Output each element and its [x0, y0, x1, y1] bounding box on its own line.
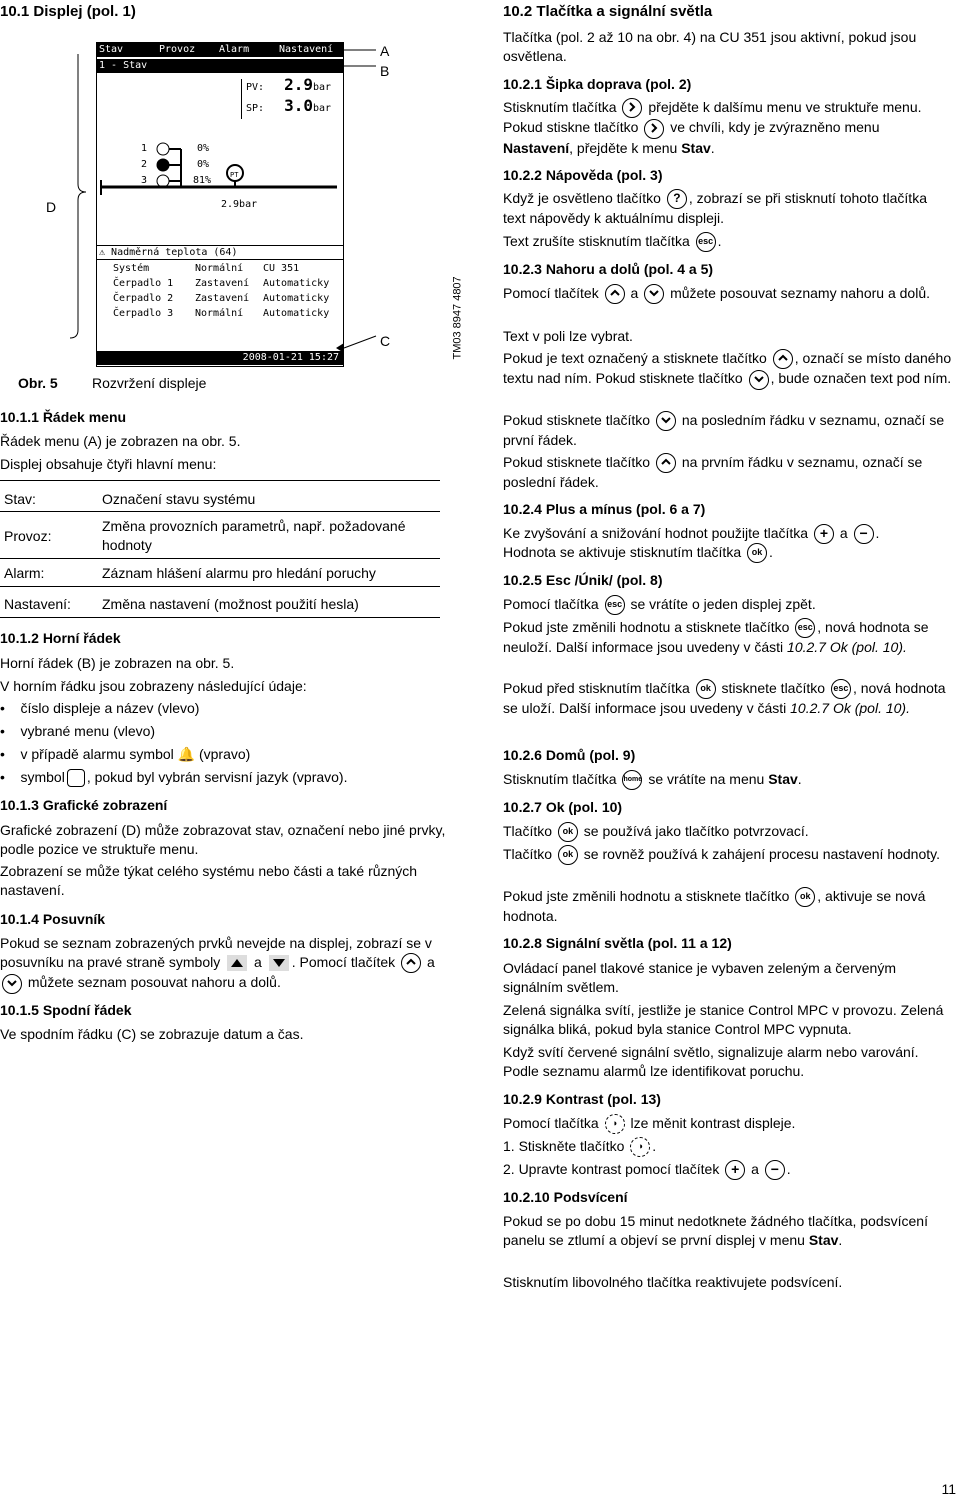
sp-value: 3.0	[284, 96, 313, 115]
ok-button-icon: ok	[747, 543, 767, 563]
table-desc: Změna provozních parametrů, např. požadované hodnoty	[102, 518, 406, 553]
text: a	[630, 285, 639, 301]
text-bold: Nastavení	[503, 139, 570, 156]
minus-button-icon: −	[765, 1160, 785, 1180]
paragraph	[503, 189, 953, 228]
text: se rovněž používá k zahájení procesu nastavení hodnoty.	[583, 846, 940, 862]
help-button-icon: ?	[667, 189, 687, 209]
heading-contrast: 10.2.9 Kontrast (pol. 13)	[503, 1091, 661, 1107]
heading-plus-minus: 10.2.4 Plus a mínus (pol. 6 a 7)	[503, 501, 706, 517]
text: Pokud se po dobu 15 minut nedotknete žádného tlačítka, podsvícení panelu se ztlumí a objeví se první displej v menu	[503, 1213, 928, 1248]
text: ve chvíli, kdy je zvýrazněno menu	[670, 119, 880, 136]
right-arrow-button-icon	[622, 98, 642, 118]
up-button-icon	[605, 284, 625, 304]
text: Pomocí tlačítka	[503, 596, 599, 612]
text: , aktivuje se nová hodnota.	[503, 888, 926, 925]
scrollbar-paragraph	[0, 934, 460, 994]
paragraph: Ke zvyšování a snižování hodnot použijte tlačítka + a − .	[503, 524, 953, 544]
sp-unit: bar	[313, 103, 332, 114]
label-a: A	[380, 43, 390, 59]
down-button-icon	[749, 370, 769, 390]
section-title: 10.1 Displej (pol. 1)	[0, 3, 136, 20]
text: Pokud stisknete tlačítko	[503, 412, 651, 428]
heading-esc: 10.2.5 Esc /Únik/ (pol. 8)	[503, 572, 663, 588]
section-title: 10.2 Tlačítka a signální světla	[503, 3, 713, 20]
text: Tlačítko	[503, 823, 553, 839]
text: na posledním řádku v seznamu, označí se první řádek.	[503, 412, 945, 449]
text: V horním řádku jsou zobrazeny následující údaje:	[0, 678, 307, 694]
text: Pokud stisknete tlačítko	[503, 454, 651, 470]
bullet-text: vybrané menu (vlevo)	[20, 723, 156, 739]
table-desc: Záznam hlášení alarmu pro hledání poruchy	[102, 565, 376, 581]
paragraph	[503, 845, 953, 865]
bullet-text: číslo displeje a název (vlevo)	[20, 700, 200, 716]
menu-item-provoz: Provoz	[159, 44, 196, 55]
text: Displej obsahuje čtyři hlavní menu:	[0, 456, 217, 472]
heading-bottom-line: 10.1.5 Spodní řádek	[0, 1002, 132, 1018]
paragraph	[503, 349, 953, 390]
paragraph	[503, 679, 958, 718]
table-desc: Změna nastavení (možnost použití hesla)	[102, 596, 359, 612]
text: Pomocí tlačítka	[503, 1115, 599, 1131]
menu-item-nastaveni: Nastavení	[279, 44, 334, 55]
heading-backlight: 10.2.10 Podsvícení	[503, 1189, 628, 1205]
sp-label: SP:	[246, 103, 265, 114]
text: Hodnota se aktivuje stisknutím tlačítka	[503, 544, 742, 560]
esc-button-icon: esc	[795, 618, 815, 638]
text: , nová hodnota se neuloží. Další informace jsou uvedeny v části	[503, 619, 929, 656]
list-item: 1. Stiskněte tlačítko ◑ .	[503, 1137, 953, 1157]
pump-3-pct: 81%	[193, 175, 212, 186]
ok-button-icon: ok	[558, 845, 578, 865]
text: Ovládací panel tlakové stanice je vybaven zeleným a červeným signálním světlem.	[503, 960, 896, 995]
text: Pokud je text označený a stisknete tlačítko	[503, 350, 767, 366]
table-term: Provoz:	[4, 528, 52, 544]
label-b: B	[380, 63, 390, 79]
bullet-text: (vpravo)	[198, 746, 251, 762]
text: Grafické zobrazení (D) může zobrazovat stav, označení nebo jiné prvky, podle pozice ve struktuře menu.	[0, 822, 446, 857]
pv-label: PV:	[246, 82, 265, 93]
text: a	[839, 525, 848, 541]
text-bold: Stav	[681, 139, 711, 156]
text: Ve spodním řádku (C) se zobrazuje datum a čas.	[0, 1026, 304, 1042]
text: můžete seznam posouvat nahoru a dolů.	[27, 974, 281, 991]
text: stisknete tlačítko	[721, 680, 826, 696]
minus-button-icon: −	[854, 524, 874, 544]
heading-menu-line: 10.1.1 Řádek menu	[0, 409, 127, 425]
up-button-icon	[656, 453, 676, 473]
text-italic: 10.2.7 Ok (pol. 10).	[790, 700, 910, 717]
text: na prvním řádku v seznamu, označí se poslední řádek.	[503, 454, 923, 491]
bullet-text: symbol	[20, 769, 65, 785]
pump-1-num: 1	[141, 143, 148, 154]
text: Zelená signálka svítí, jestliže je stanice Control MPC v provozu. Zelená signálka bliká, pokud byla stanice Control MPC vypnuta.	[503, 1002, 944, 1037]
pv-value: 2.9	[284, 75, 313, 94]
label-c: C	[380, 333, 391, 349]
tm-code: TM03 8947 4807	[451, 276, 464, 360]
paragraph: Stisknutím tlačítka home se vrátíte na menu Stav.	[503, 770, 953, 790]
paragraph	[503, 1114, 953, 1134]
table-cell: Normální	[195, 263, 244, 274]
ok-button-icon: ok	[558, 822, 578, 842]
list-item: 2. Upravte kontrast pomocí tlačítek + a − .	[503, 1160, 953, 1180]
table-cell: Zastavení	[195, 278, 250, 289]
table-cell: Automaticky	[263, 278, 330, 289]
pressure-value: 2.9bar	[221, 199, 258, 210]
text: 2. Upravte kontrast pomocí tlačítek	[503, 1161, 720, 1177]
down-button-icon	[644, 284, 664, 304]
scroll-down-icon	[269, 955, 289, 971]
paragraph	[503, 595, 953, 615]
heading-home: 10.2.6 Domů (pol. 9)	[503, 747, 636, 763]
table-desc: Označení stavu systému	[102, 491, 256, 507]
text-bold: Stav	[768, 771, 798, 787]
ok-button-icon: ok	[795, 887, 815, 907]
text: se používá jako tlačítko potvrzovací.	[583, 823, 809, 839]
text: Stisknutím libovolného tlačítka reaktivujete podsvícení.	[503, 1274, 843, 1290]
paragraph	[503, 411, 953, 450]
service-language-icon	[67, 769, 85, 787]
text: můžete posouvat seznamy nahoru a dolů.	[670, 285, 930, 301]
scroll-up-icon	[227, 955, 247, 971]
heading-graphics: 10.1.3 Grafické zobrazení	[0, 797, 168, 813]
text: Pokud jste změnili hodnotu a stisknete tlačítko	[503, 888, 790, 904]
text: , nová hodnota se uloží. Další informace jsou uvedeny v části	[503, 680, 946, 717]
paragraph: Text zrušíte stisknutím tlačítka esc .	[503, 232, 953, 252]
text: , zobrazí se při stisknutí tohoto tlačítka text nápovědy k aktuálnímu displeji.	[503, 190, 927, 227]
heading-top-line: 10.1.2 Horní řádek	[0, 630, 121, 646]
pt-label: PT	[230, 171, 239, 179]
paragraph: Pokud se po dobu 15 minut nedotknete žádného tlačítka, podsvícení panelu se ztlumí a objeví se první displej v menu Stav.	[503, 1213, 928, 1248]
pump-2-pct: 0%	[197, 159, 210, 170]
table-cell: Čerpadlo 2	[113, 293, 174, 304]
text: a	[254, 954, 262, 970]
text: Pomocí tlačítek	[503, 285, 599, 301]
esc-button-icon: esc	[605, 595, 625, 615]
esc-button-icon: esc	[696, 232, 716, 252]
text: . Pomocí tlačítek	[291, 954, 396, 970]
paragraph: Hodnota se aktivuje stisknutím tlačítka ok .	[503, 543, 953, 563]
text: Horní řádek (B) je zobrazen na obr. 5.	[0, 655, 235, 671]
page-number: 11	[941, 1481, 956, 1497]
bullet-text: v případě alarmu symbol	[20, 746, 174, 762]
text: , bude označen text pod ním.	[770, 370, 952, 387]
paragraph	[503, 822, 953, 842]
down-button-icon	[656, 411, 676, 431]
text: Pokud jste změnili hodnotu a stisknete tlačítko	[503, 619, 790, 635]
callout-lines	[60, 40, 380, 360]
text: Pokud se seznam zobrazených prvků nevejde na displej, zobrazí se v posuvníku na pravé straně symboly	[0, 935, 432, 970]
table-cell: Čerpadlo 1	[113, 278, 174, 289]
pump-1-pct: 0%	[197, 143, 210, 154]
heading-right-arrow: 10.2.1 Šipka doprava (pol. 2)	[503, 76, 692, 92]
heading-signal-lights: 10.2.8 Signální světla (pol. 11 a 12)	[503, 935, 732, 951]
text-italic: 10.2.7 Ok (pol. 10).	[787, 639, 907, 656]
label-d: D	[46, 199, 57, 215]
esc-button-icon: esc	[831, 679, 851, 699]
pump-3-num: 3	[141, 175, 148, 186]
text: a	[751, 1161, 759, 1177]
text: Tlačítko	[503, 846, 553, 862]
text: Text zrušíte stisknutím tlačítka	[503, 233, 690, 249]
heading-ok: 10.2.7 Ok (pol. 10)	[503, 799, 623, 815]
text: , označí se místo daného textu nad ním. Pokud stisknete tlačítko	[503, 350, 952, 387]
paragraph	[503, 887, 953, 926]
table-term: Alarm:	[4, 565, 45, 581]
heading-help: 10.2.2 Nápověda (pol. 3)	[503, 167, 663, 183]
contrast-button-icon: ◑	[630, 1137, 650, 1157]
figure-caption: Rozvržení displeje	[92, 375, 207, 391]
heading-up-down: 10.2.3 Nahoru a dolů (pol. 4 a 5)	[503, 261, 714, 277]
text: , přejděte k menu	[569, 139, 678, 156]
plus-button-icon: +	[725, 1160, 745, 1180]
paragraph: Stisknutím tlačítka přejděte k dalšímu menu ve struktuře menu. Pokud stiskne tlačítko ve chvíli, kdy je zvýrazněno menu Nastavení, přejděte k menu Stav.	[503, 99, 922, 156]
table-cell: CU 351	[263, 263, 300, 274]
text: Když svítí červené signální světlo, signalizuje alarm nebo varování. Podle seznamu alarmů lze identifikovat poruchu.	[503, 1044, 919, 1079]
text: Stisknutím tlačítka	[503, 771, 617, 787]
display-datetime: 2008-01-21 15:27	[242, 352, 339, 363]
text: se vrátíte o jeden displej zpět.	[630, 596, 816, 612]
down-button-icon	[2, 974, 22, 994]
text: 1. Stiskněte tlačítko	[503, 1138, 625, 1154]
text: Stisknutím tlačítka	[503, 99, 617, 115]
alarm-line-text: Nadměrná teplota (64)	[111, 247, 238, 258]
menu-item-stav: Stav	[99, 44, 124, 55]
table-term: Stav:	[4, 491, 36, 507]
table-cell: Zastavení	[195, 293, 250, 304]
paragraph	[503, 453, 953, 492]
menu-item-alarm: Alarm	[219, 44, 250, 55]
table-cell: Automaticky	[263, 308, 330, 319]
pump-2-num: 2	[141, 159, 148, 170]
display-subtitle: 1 - Stav	[99, 60, 148, 71]
alarm-line: ⚠ Nadměrná teplota (64)	[99, 247, 238, 258]
text: Text v poli lze vybrat.	[503, 328, 633, 344]
table-cell: Systém	[113, 263, 150, 274]
text: Tlačítka (pol. 2 až 10 na obr. 4) na CU 351 jsou aktivní, pokud jsou osvětlena.	[503, 29, 917, 64]
contrast-button-icon: ◑	[605, 1114, 625, 1134]
up-button-icon	[773, 349, 793, 369]
right-arrow-button-icon	[644, 119, 664, 139]
plus-button-icon: +	[814, 524, 834, 544]
ok-button-icon: ok	[696, 679, 716, 699]
pv-unit: bar	[313, 82, 332, 93]
bullet-item: • v případě alarmu symbol 🔔 (vpravo)	[0, 746, 251, 762]
table-cell: Automaticky	[263, 293, 330, 304]
text: Zobrazení se může týkat celého systému nebo části a také různých nastavení.	[0, 863, 418, 898]
figure-number: Obr. 5	[18, 375, 58, 391]
text: přejděte k dalšímu menu ve struktuře menu. Pokud stiskne tlačítko	[503, 99, 922, 136]
bullet-item: • vybrané menu (vlevo)	[0, 723, 156, 739]
text: Ke zvyšování a snižování hodnot použijte tlačítka	[503, 525, 809, 541]
text: Pokud před stisknutím tlačítka	[503, 680, 690, 696]
bullet-text: , pokud byl vybrán servisní jazyk (vpravo).	[86, 769, 348, 785]
text: lze měnit kontrast displeje.	[630, 1115, 796, 1131]
text-bold: Stav	[808, 1232, 839, 1248]
up-button-icon	[401, 953, 421, 973]
table-cell: Čerpadlo 3	[113, 308, 174, 319]
table-term: Nastavení:	[4, 596, 71, 612]
text: Řádek menu (A) je zobrazen na obr. 5.	[0, 433, 241, 449]
alarm-bell-icon: 🔔	[177, 746, 196, 762]
heading-scrollbar: 10.1.4 Posuvník	[0, 911, 106, 927]
text: se vrátíte na menu	[648, 771, 765, 787]
bullet-item: • symbol , pokud byl vybrán servisní jazyk (vpravo).	[0, 768, 347, 787]
text: a	[426, 954, 435, 970]
bullet-item: • číslo displeje a název (vlevo)	[0, 700, 200, 716]
paragraph	[503, 284, 953, 304]
home-button-icon: home	[622, 770, 642, 790]
paragraph	[503, 618, 953, 657]
table-cell: Normální	[195, 308, 244, 319]
text: Když je osvětleno tlačítko	[503, 190, 661, 206]
